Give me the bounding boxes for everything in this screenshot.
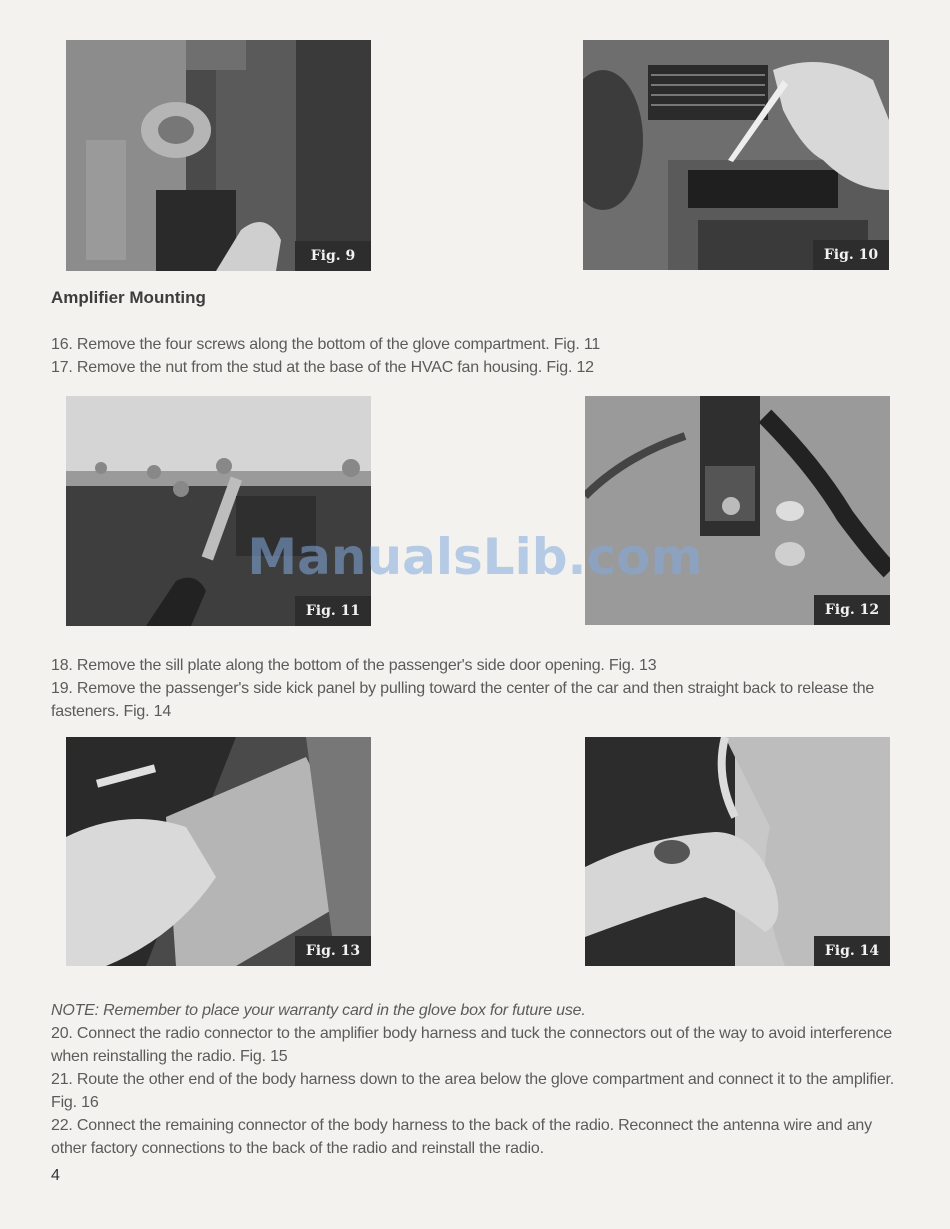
step-17: 17. Remove the nut from the stud at the base of the HVAC fan housing. Fig. 12 [51, 359, 594, 376]
page-number: 4 [51, 1167, 60, 1184]
figure-12-label: Fig. 12 [814, 595, 890, 625]
warranty-note: NOTE: Remember to place your warranty card in the glove box for future use. [51, 1002, 586, 1019]
figure-13-label: Fig. 13 [295, 936, 371, 966]
watermark: ManualsLib.com [247, 528, 703, 586]
step-18: 18. Remove the sill plate along the bottom of the passenger's side door opening. Fig. 13 [51, 657, 657, 674]
figure-10-photo [583, 40, 889, 270]
figure-9-label: Fig. 9 [295, 241, 371, 271]
figure-11-photo [66, 396, 371, 626]
figure-14-label: Fig. 14 [814, 936, 890, 966]
step-16: 16. Remove the four screws along the bottom of the glove compartment. Fig. 11 [51, 336, 601, 353]
figure-10-label: Fig. 10 [813, 240, 889, 270]
section-heading: Amplifier Mounting [51, 288, 206, 307]
figure-13-photo [66, 737, 371, 966]
figure-11-label: Fig. 11 [295, 596, 371, 626]
step-19: 19. Remove the passenger's side kick panel by pulling toward the center of the car and then straight back to release the fasteners. Fig. 14 [51, 680, 875, 720]
step-21: 21. Route the other end of the body harness down to the area below the glove compartment and connect it to the amplifier. Fig. 16 [51, 1071, 895, 1111]
step-22: 22. Connect the remaining connector of the body harness to the back of the radio. Reconnect the antenna wire and any other factory connections to the back of the radio and reinstall the radio. [51, 1117, 872, 1157]
step-20: 20. Connect the radio connector to the amplifier body harness and tuck the connectors out of the way to avoid interference when reinstalling the radio. Fig. 15 [51, 1025, 893, 1065]
figure-14-photo [585, 737, 890, 966]
figure-9-photo [66, 40, 371, 271]
figure-12-photo [585, 396, 890, 625]
